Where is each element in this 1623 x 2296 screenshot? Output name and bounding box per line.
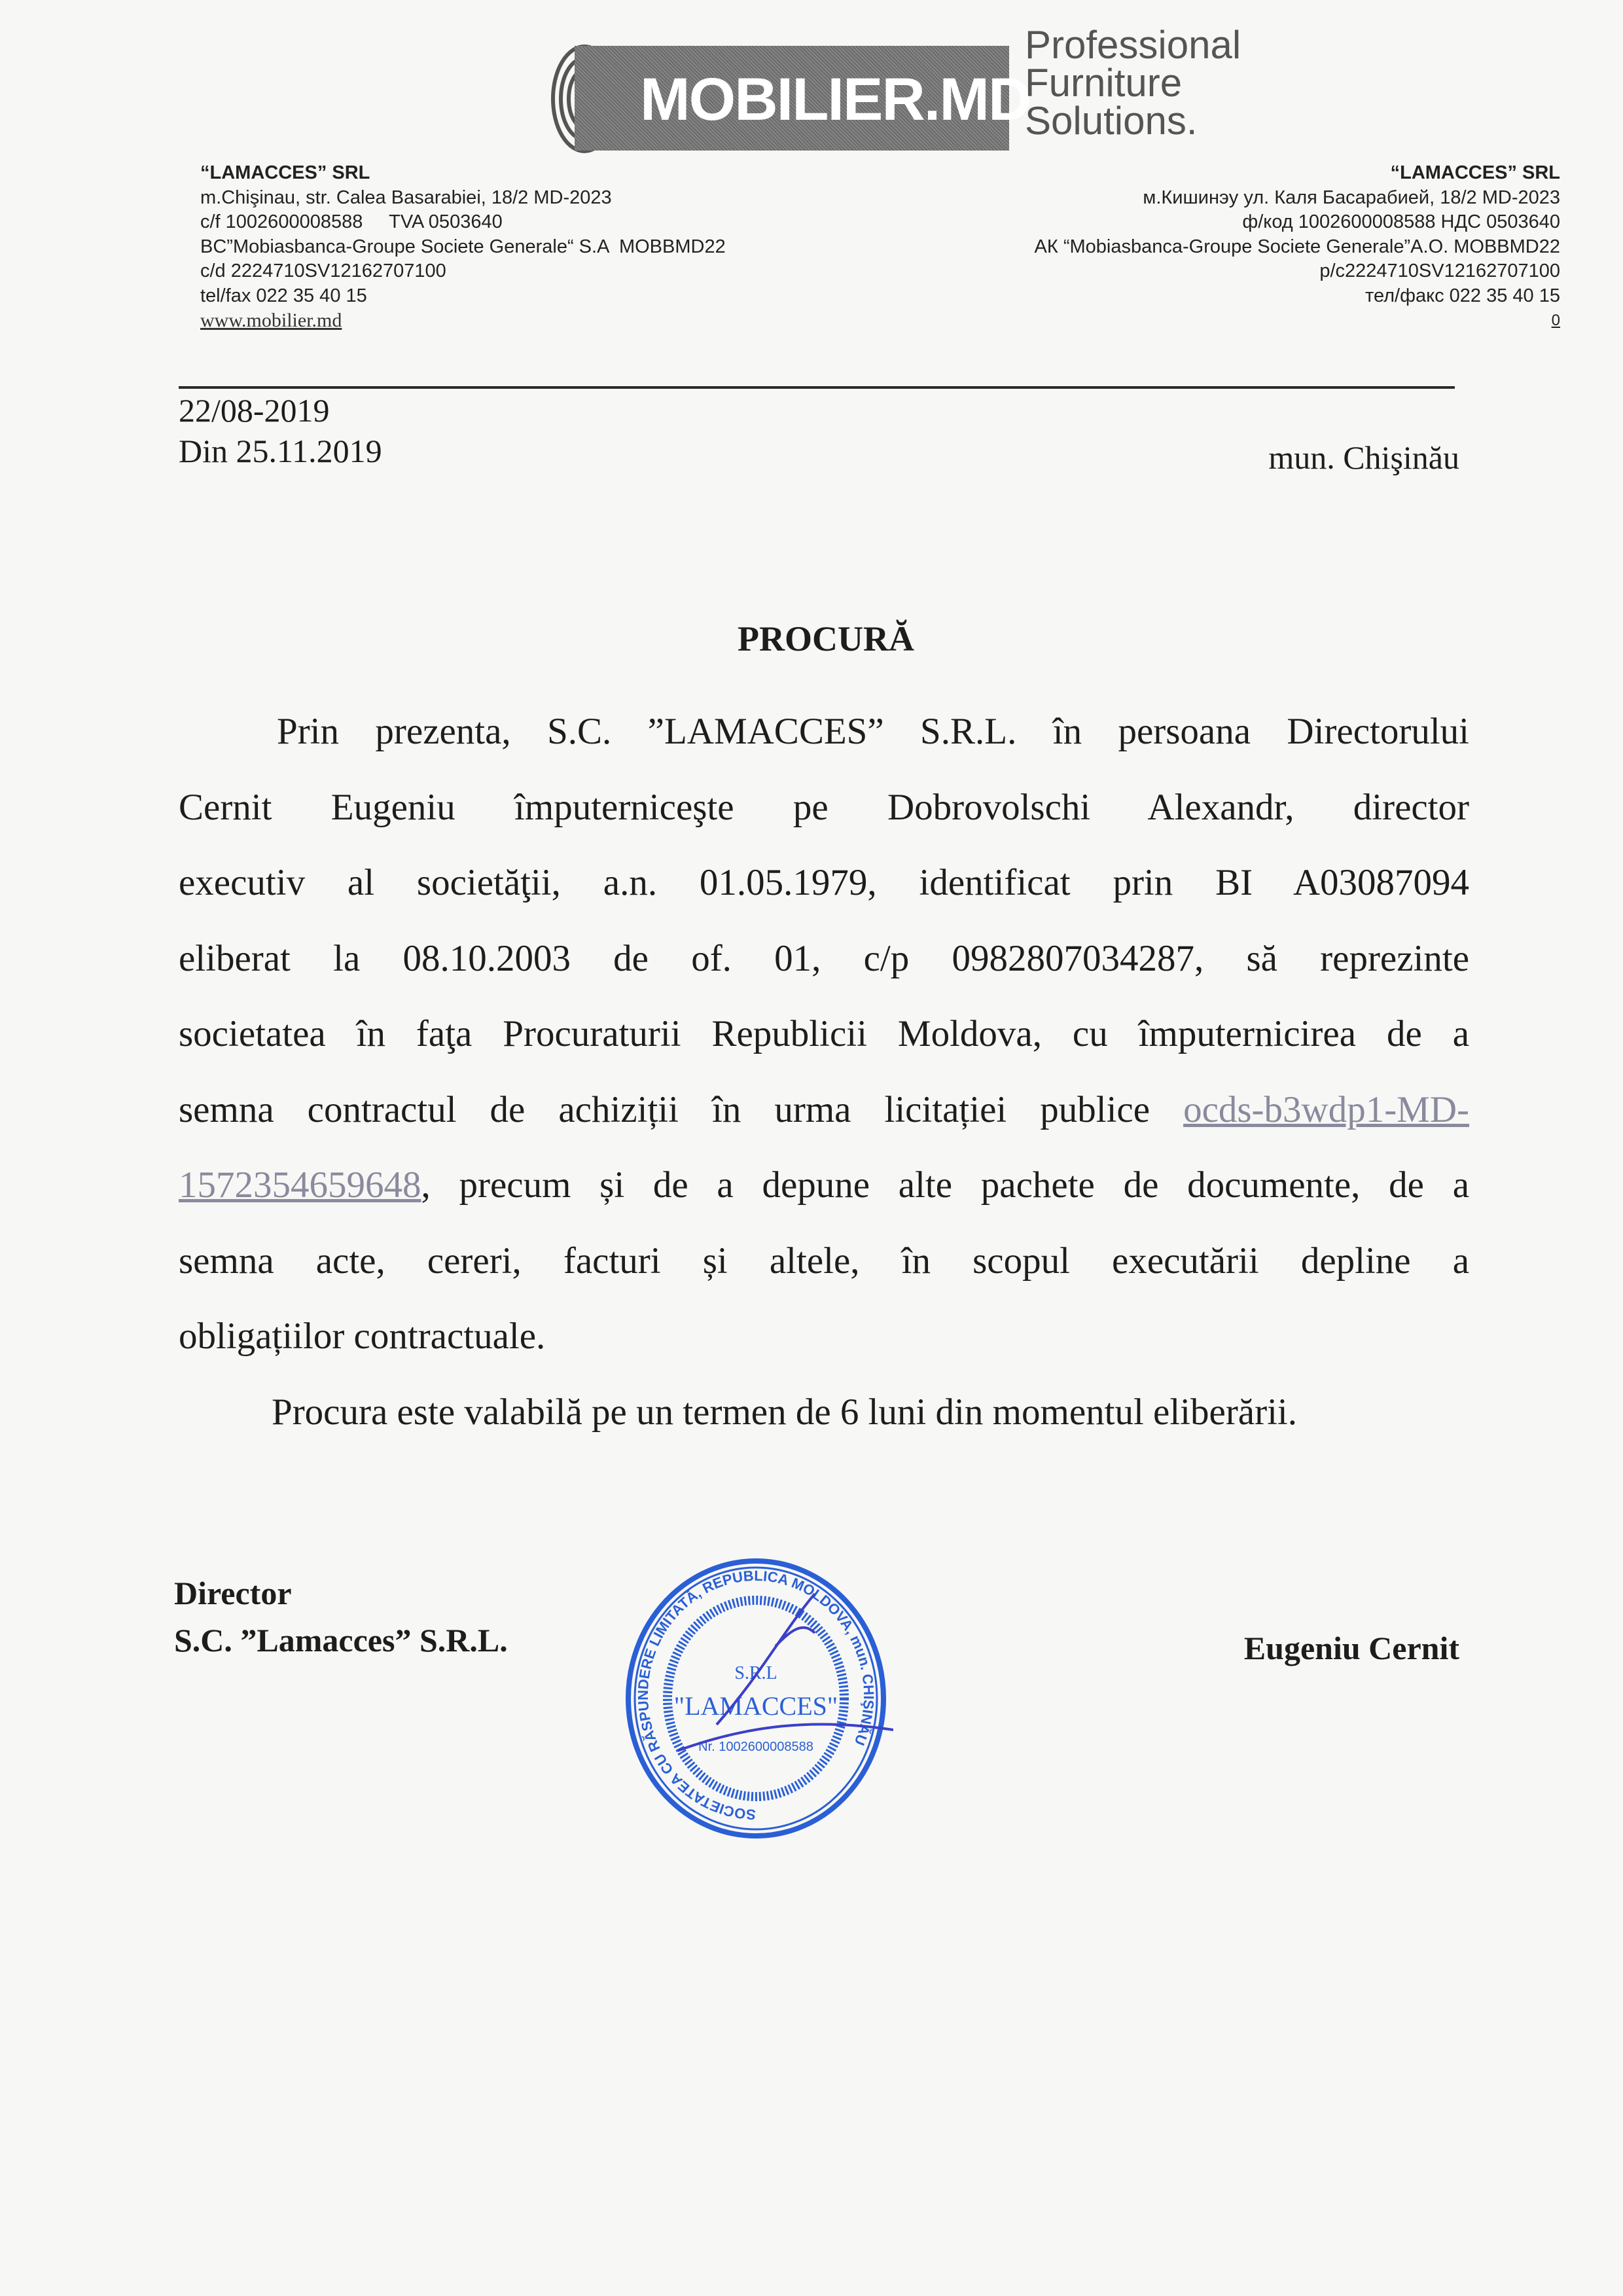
letterhead-left bbox=[200, 161, 726, 333]
company-name: “LAMACCES” SRL bbox=[200, 162, 370, 183]
body-line: eliberat la 08.10.2003 de of. 01, c/p 0982807034287, să reprezinte bbox=[179, 937, 1469, 979]
website-link[interactable]: www.mobilier.md bbox=[200, 310, 342, 331]
signatory-company: S.C. ”Lamacces” S.R.L. bbox=[174, 1622, 508, 1659]
mark: 0 bbox=[1551, 312, 1560, 329]
fiscal-code: c/f 1002600008588 TVA 0503640 bbox=[200, 211, 503, 232]
page-title: PROCURĂ bbox=[738, 619, 914, 658]
body-line: executiv al societăţii, a.n. 01.05.1979, identificat prin BI A03087094 bbox=[179, 862, 1469, 903]
stamp-number: Nr. 1002600008588 bbox=[698, 1740, 813, 1754]
header-divider bbox=[179, 386, 1455, 389]
body-line: Prin prezenta, S.C. ”LAMACCES” S.R.L. în persoana Directorului bbox=[277, 711, 1469, 752]
body-line: Cernit Eugeniu împuterniceşte pe Dobrovolschi Alexandr, director bbox=[179, 786, 1469, 828]
signatory-block bbox=[174, 1570, 508, 1664]
bank: BC”Mobiasbanca-Groupe Societe Generale“ S.A MOBBMD22 bbox=[200, 236, 726, 257]
phone: тел/факс 022 35 40 15 bbox=[1365, 285, 1560, 306]
company-logo bbox=[548, 37, 1031, 154]
letterhead-right bbox=[1035, 161, 1560, 333]
body-line: semna acte, cereri, facturi și altele, în scopul executării depline a bbox=[179, 1240, 1469, 1282]
logo-tagline bbox=[1025, 23, 1241, 143]
logo-brand: MOBILIER.MD bbox=[640, 66, 1031, 133]
account: р/с2224710SV12162707100 bbox=[1319, 260, 1560, 281]
stamp-name: "LAMACCES" bbox=[673, 1691, 838, 1721]
signatory-name: Eugeniu Cernit bbox=[1243, 1630, 1459, 1666]
body-text: semna contractul de achiziții în urma licitației publice bbox=[179, 1088, 1150, 1130]
validity-paragraph: Procura este valabilă pe un termen de 6 luni din momentul eliberării. bbox=[272, 1391, 1297, 1433]
body-text: , precum și de a depune alte pachete de documente, de a bbox=[421, 1164, 1469, 1206]
document-place: mun. Chişinău bbox=[1268, 439, 1459, 476]
company-name: “LAMACCES” SRL bbox=[1390, 162, 1560, 183]
document-number: 22/08-2019 bbox=[179, 392, 330, 429]
company-stamp bbox=[618, 1554, 893, 1842]
tagline-line: Solutions. bbox=[1025, 99, 1198, 143]
phone: tel/fax 022 35 40 15 bbox=[200, 285, 367, 306]
body-line bbox=[179, 1147, 1469, 1223]
body-line: obligațiilor contractuale. bbox=[179, 1316, 546, 1357]
tender-link[interactable]: ocds-b3wdp1-MD- bbox=[1183, 1088, 1469, 1130]
tagline-line: Furniture bbox=[1025, 61, 1183, 105]
address: m.Chişinau, str. Calea Basarabiei, 18/2 MD-2023 bbox=[200, 187, 612, 208]
stamp-center: S.R.L bbox=[734, 1663, 777, 1683]
stamp-ring-text: SOCIETATEA CU RĂSPUNDERE LIMITATĂ, REPUBLICA MOLDOVA, mun. CHIŞINĂU bbox=[635, 1567, 878, 1823]
tender-link-cont[interactable]: 1572354659648 bbox=[179, 1164, 421, 1206]
body-line: societatea în faţa Procuraturii Republicii Moldova, cu împuternicirea de a bbox=[179, 1013, 1469, 1054]
tagline-line: Professional bbox=[1025, 23, 1241, 67]
document-date: Din 25.11.2019 bbox=[179, 433, 382, 469]
body-line bbox=[179, 1072, 1469, 1148]
bank: АК “Mobiasbanca-Groupe Societe Generale”A.O. MOBBMD22 bbox=[1034, 236, 1560, 257]
signatory-role: Director bbox=[174, 1575, 292, 1611]
document-body bbox=[179, 694, 1469, 1450]
fiscal-code: ф/код 1002600008588 НДС 0503640 bbox=[1242, 211, 1560, 232]
address: м.Кишинэу ул. Каля Басарабией, 18/2 MD-2023 bbox=[1143, 187, 1560, 208]
account: c/d 2224710SV12162707100 bbox=[200, 260, 446, 281]
